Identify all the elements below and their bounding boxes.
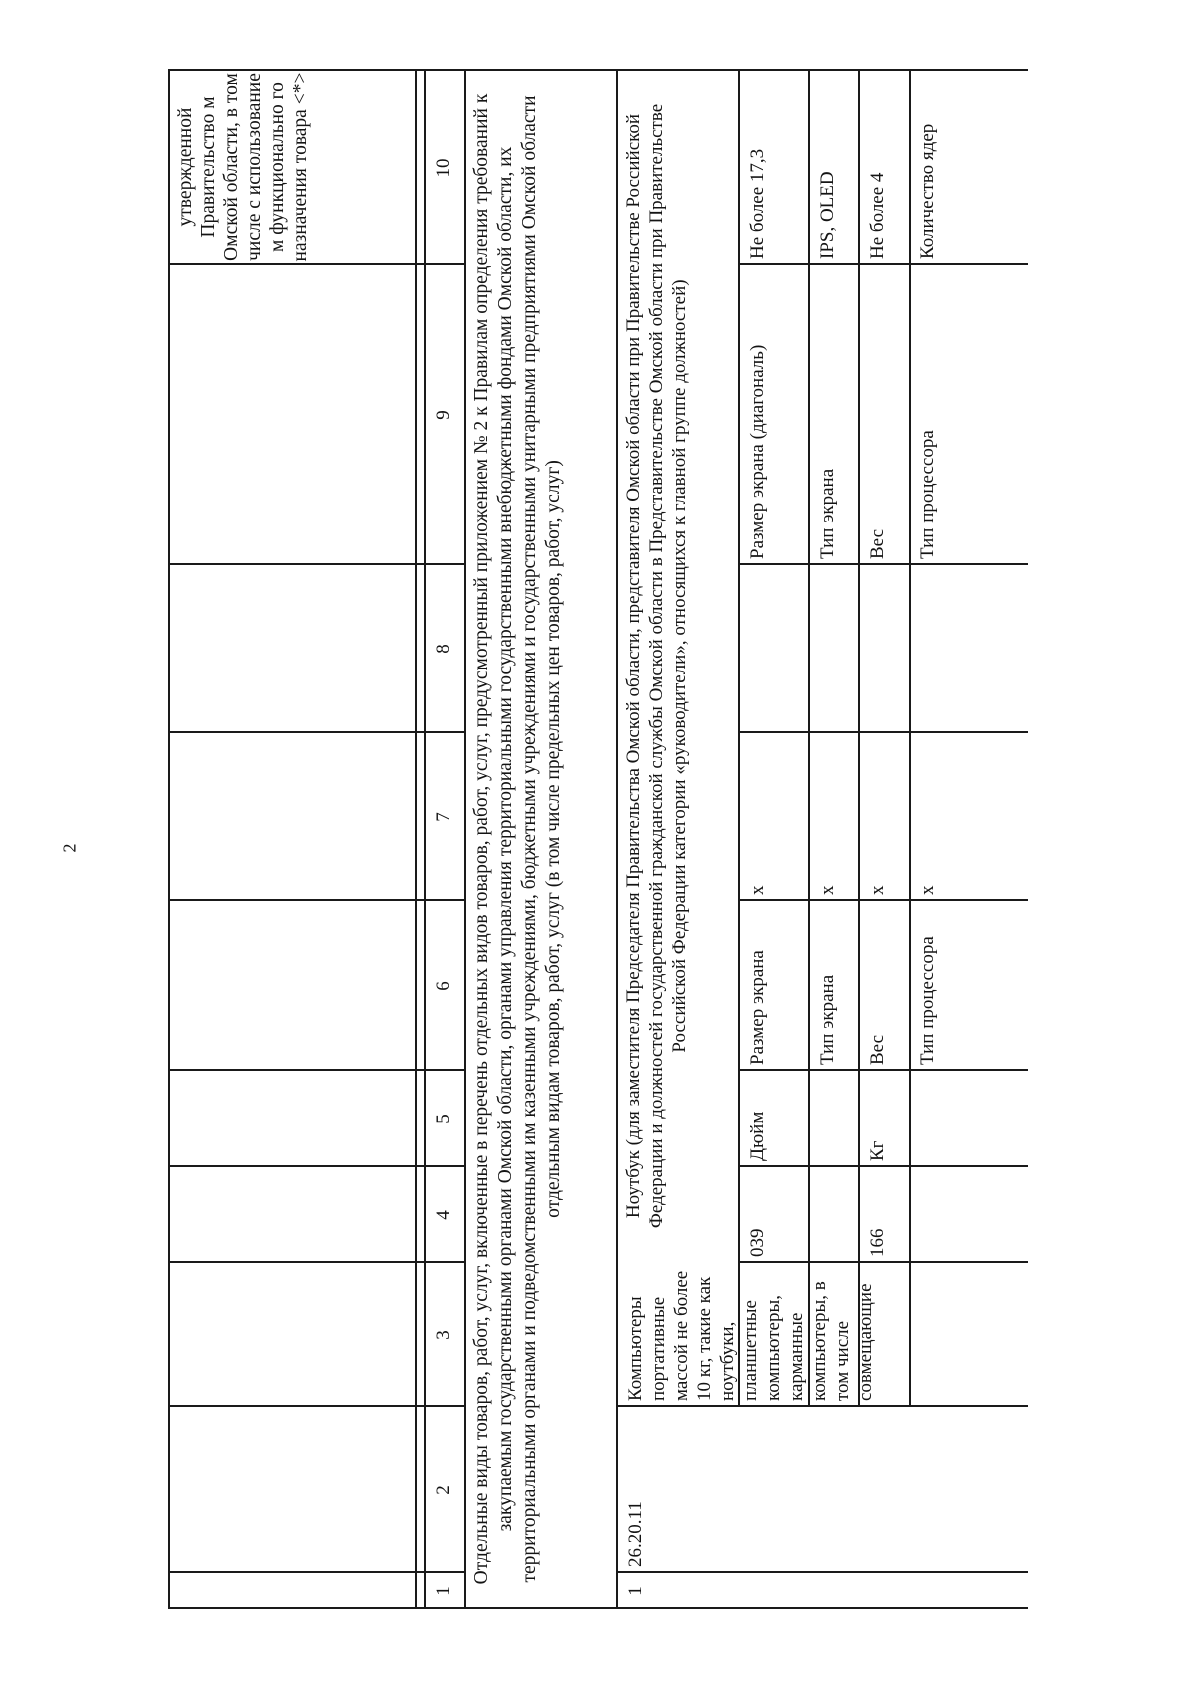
- col-line: [168, 563, 464, 565]
- col-line: [738, 1165, 1028, 1167]
- col-line: [168, 1261, 464, 1263]
- characteristic-name: Размер экрана: [747, 950, 768, 1065]
- col-number-4: 4: [433, 1210, 454, 1220]
- col-line: [168, 263, 464, 265]
- characteristic-name-omsk: Тип экрана: [817, 468, 838, 559]
- col-line: [738, 563, 1028, 565]
- table-border-section-bottom: [616, 69, 618, 1609]
- characteristic-name: Вес: [867, 1034, 888, 1065]
- characteristic-name-omsk: Вес: [867, 528, 888, 559]
- characteristic-name-omsk: Размер экрана (диагональ): [747, 344, 768, 559]
- page-number: 2: [59, 843, 80, 853]
- col-line: [738, 899, 1028, 901]
- table-border-row3: [909, 69, 911, 1407]
- okei-code: 166: [867, 1228, 888, 1257]
- col-number-2: 2: [433, 1485, 454, 1495]
- col-number-6: 6: [433, 981, 454, 991]
- col-line: [616, 1405, 1028, 1407]
- table-border-row1: [808, 69, 810, 1407]
- col-number-8: 8: [433, 644, 454, 654]
- characteristic-name-omsk: Тип процессора: [917, 430, 938, 559]
- col-line: [738, 263, 1028, 265]
- col-line: [738, 731, 1028, 733]
- table-border-top: [168, 69, 170, 1609]
- product-name: Компьютеры портативные массой не более 10 кг, такие как ноутбуки, планшетные компьютеры, карманные компьютеры, в том числе совмещающие: [625, 1270, 876, 1401]
- row-number: 1: [625, 1586, 646, 1596]
- col-line: [168, 1165, 464, 1167]
- characteristic-value-omsk: Не более 17,3: [747, 148, 768, 259]
- col-number-10: 10: [433, 158, 454, 178]
- category-note: Ноутбук (для заместителя Председателя Правительства Омской области, представителя Омской области при Правительстве Российской Федерации и должностей государственной гражданской службы Омской области в Представительстве Омской области при Правительстве Российской Федерации категории «руководители», относящихся к главной группе должностей): [623, 103, 690, 1229]
- okpd2-code: 26.20.11: [625, 1501, 646, 1567]
- table-border-header-bottom: [415, 69, 417, 1609]
- table-border-numbers-bottom: [464, 69, 466, 1609]
- col-line: [616, 1571, 1028, 1573]
- col-line: [168, 1607, 1028, 1609]
- col-number-3: 3: [433, 1330, 454, 1340]
- col-number-1: 1: [433, 1586, 454, 1596]
- table-border-numbers-top: [424, 69, 426, 1609]
- characteristic-value-omsk: Не более 4: [867, 172, 888, 259]
- section-header: Отдельные виды товаров, работ, услуг, включенные в перечень отдельных видов товаров, работ, услуг, предусмотренный приложением № 2 к Правилам определения требований к закупаемым государственными органами Омской области, органами управления территориальными государственными внебюджетными фондами Омской области, их территориальными органами и подведомственными им казенными учреждениями, бюджетными учреждениями и государственными унитарными предприятиями Омской области отдельным видам товаров, работ, услуг (в том числе предельных цен товаров, работ, услуг): [471, 93, 564, 1585]
- unit-name: Дюйм: [747, 1111, 768, 1161]
- characteristic-value-omsk: Количество ядер: [917, 123, 938, 259]
- unit-name: Кг: [867, 1140, 888, 1161]
- col-line: [168, 1405, 464, 1407]
- col10-header-text: утвержденной Правительство м Омской области, в том числе с использование м функционально го назначения товара <*>: [175, 72, 311, 262]
- characteristic-name: Тип экрана: [817, 974, 838, 1065]
- col-line: [738, 1069, 1028, 1071]
- characteristic-value: x: [817, 885, 838, 895]
- col-line: [168, 1571, 464, 1573]
- table-border-note-bottom: [738, 69, 740, 1407]
- col-line: [168, 1069, 464, 1071]
- table-border-row2: [858, 69, 860, 1407]
- col-number-5: 5: [433, 1114, 454, 1124]
- col-line: [168, 731, 464, 733]
- characteristic-value: x: [867, 885, 888, 895]
- characteristic-value: x: [747, 885, 768, 895]
- characteristic-value-omsk: IPS, OLED: [817, 171, 838, 259]
- col-number-9: 9: [433, 410, 454, 420]
- rotated-table: [168, 69, 1028, 1609]
- okei-code: 039: [747, 1228, 768, 1257]
- col-line: [738, 1261, 1028, 1263]
- col-number-7: 7: [433, 812, 454, 822]
- characteristic-name: Тип процессора: [917, 936, 938, 1065]
- col-line: [168, 899, 464, 901]
- characteristic-value: x: [917, 885, 938, 895]
